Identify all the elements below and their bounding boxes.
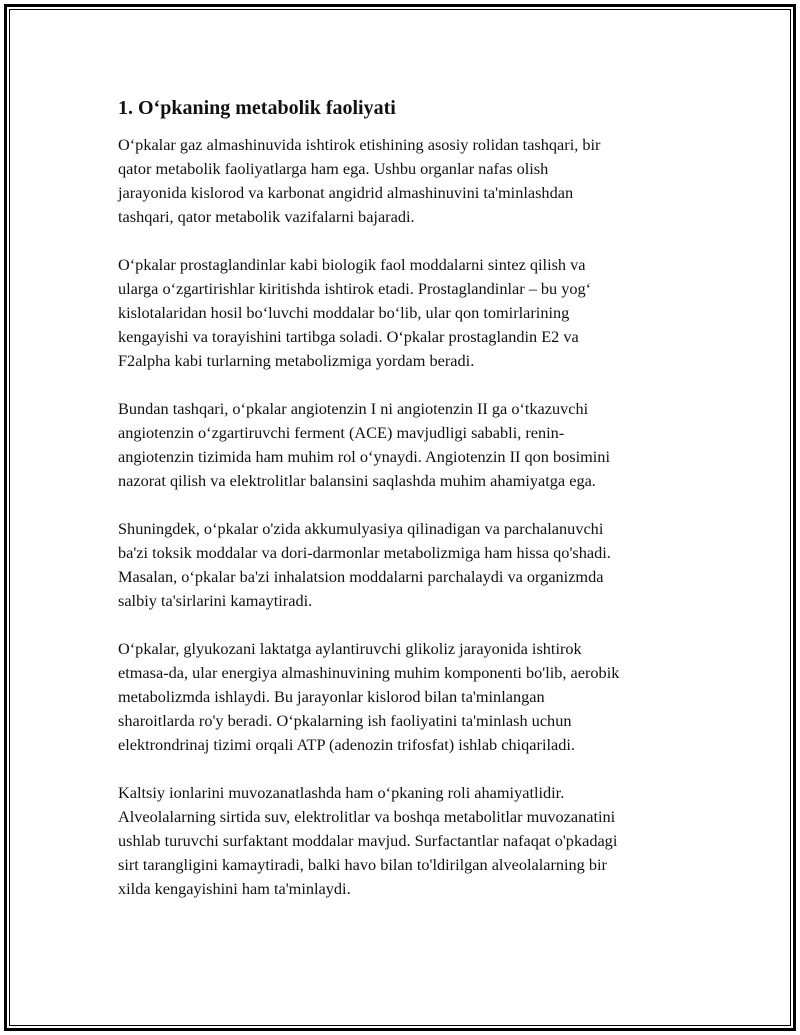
paragraph-6: Kaltsiy ionlarini muvozanatlashda ham o‘pkaning roli ahamiyatlidir. Alveolalarning sirtida suv, elektrolitlar va boshqa metabolitlar muvozanatini ushlab turuvchi surfaktant moddalar mavjud. Surfactantlar nafaqat o'pkadagi sirt tarangligini kamaytiradi, balki havo bilan to'ldirilgan alveolalarning bir xilda kengayishini ham ta'minlaydi.: [118, 783, 618, 898]
paragraph-4: Shuningdek, o‘pkalar o'zida akkumulyasiya qilinadigan va parchalanuvchi ba'zi toksik moddalar va dori-darmonlar metabolizmiga ham hissa qo'shadi. Masalan, o‘pkalar ba'zi inhalatsion moddalarni parchalaydi va organizmda salbiy ta'sirlarini kamaytiradi.: [118, 519, 611, 610]
paragraph-2: O‘pkalar prostaglandinlar kabi biologik faol moddalarni sintez qilish va ularga o‘zgartirishlar kiritishda ishtirok etadi. Prostaglandinlar – bu yog‘ kislotalaridan hosil bo‘luvchi moddalar bo‘lib, ular qon tomirlarining kengayishi va torayishini tartibga soladi. O‘pkalar prostaglandin E2 va F2alpha kabi turlarning metabolizmiga yordam beradi.: [118, 255, 592, 370]
paragraph-3: Bundan tashqari, o‘pkalar angiotenzin I ni angiotenzin II ga o‘tkazuvchi angiotenzin o‘zgartiruvchi ferment (ACE) mavjudligi sababli, renin- angiotenzin tizimida ham muhim rol o‘ynaydi. Angiotenzin II qon bosimini nazorat qilish va elektrolitlar balansini saqlashda muhim ahamiyatga ega.: [118, 399, 610, 490]
document-body: [118, 95, 698, 925]
paragraph-5: O‘pkalar, glyukozani laktatga aylantiruvchi glikoliz jarayonida ishtirok etmasa-da, ular energiya almashinuvining muhim komponenti bo'lib, aerobik metabolizmda ishlaydi. Bu jarayonlar kislorod bilan ta'minlangan sharoitlarda ro'y beradi. O‘pkalarning ish faoliyatini ta'minlash uchun elektrondrinaj tizimi orqali ATP (adenozin trifosfat) ishlab chiqariladi.: [118, 639, 620, 754]
paragraph-1: O‘pkalar gaz almashinuvida ishtirok etishining asosiy rolidan tashqari, bir qator metabolik faoliyatlarga ham ega. Ushbu organlar nafas olish jarayonida kislorod va karbonat angidrid almashinuvini ta'minlashdan tashqari, qator metabolik vazifalarni bajaradi.: [118, 135, 601, 226]
section-heading: 1. O‘pkaning metabolik faoliyati: [118, 97, 396, 119]
